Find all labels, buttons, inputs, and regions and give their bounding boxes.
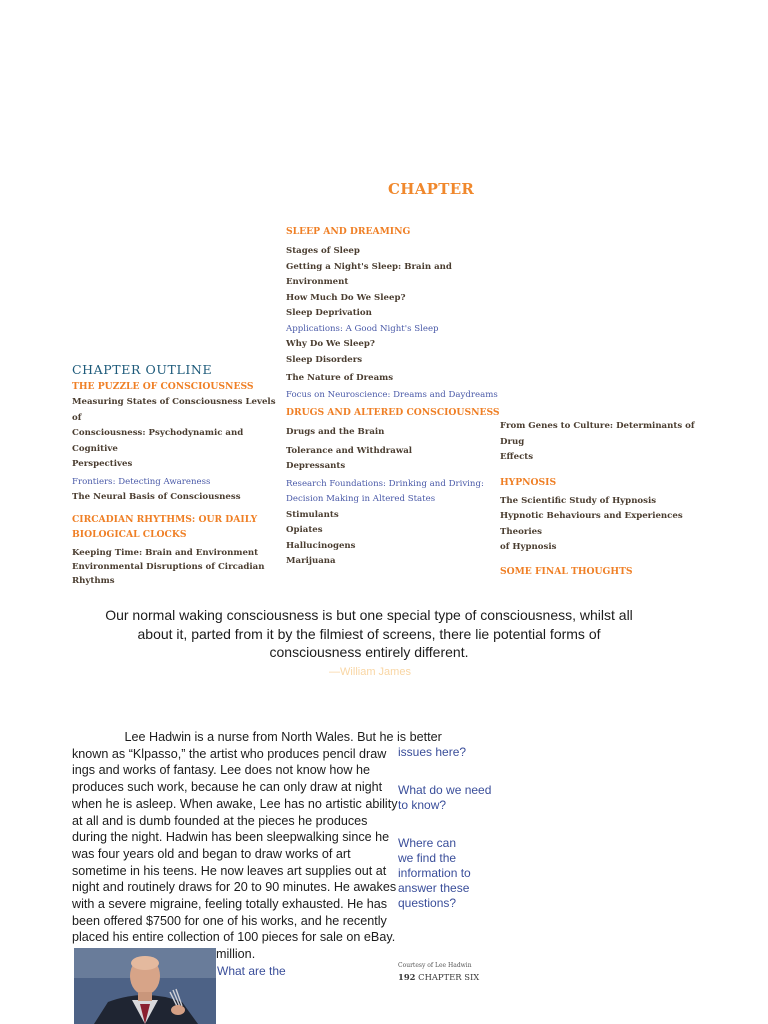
quote-line: consciousness entirely different. (269, 644, 469, 660)
outline-item: Tolerance and Withdrawal (286, 445, 413, 456)
outline-item: Stages of Sleep (286, 246, 360, 256)
outline-feature-link[interactable]: Focus on Neuroscience: Dreams and Daydreams (286, 389, 498, 400)
body-line: sometime in his teens. He now leaves art supplies out at (72, 863, 387, 878)
outline-item: Consciousness: Psychodynamic and Cognitive (72, 428, 244, 454)
outline-item: How Much Do We Sleep? (286, 292, 406, 303)
epigraph-quote (86, 606, 652, 662)
chapter-outline-title: CHAPTER OUTLINE (72, 362, 213, 377)
outline-item: The Scientific Study of Hypnosis (500, 495, 657, 506)
outline-feature-link[interactable]: Applications: A Good Night's Sleep (286, 323, 439, 334)
section-puzzle-of-consciousness: THE PUZZLE OF CONSCIOUSNESS (72, 381, 254, 392)
outline-item: The Neural Basis of Consciousness (72, 492, 241, 502)
body-line: million. (216, 947, 256, 962)
side-note-issues: issues here? (398, 745, 467, 759)
outline-item: Why Do We Sleep? (286, 339, 375, 349)
page-number: 192 (398, 972, 416, 982)
outline-item: Rhythms (72, 575, 115, 586)
photo-credit: Courtesy of Lee Hadwin (398, 962, 472, 969)
section-circadian-rhythms (72, 512, 282, 542)
outline-item: Measuring States of Consciousness Levels of (72, 397, 276, 423)
outline-item: From Genes to Culture: Determinants of Drug (500, 421, 695, 447)
body-line: known as “Klpasso,” the artist who produces pencil draw (72, 746, 387, 761)
side-note-line: What do we need (398, 783, 492, 797)
quote-attribution: —William James (329, 666, 411, 678)
body-line: during the night. Hadwin has been sleepwalking since he (72, 830, 390, 845)
outline-feature-link[interactable]: Research Foundations: Drinking and Driving: (286, 478, 484, 489)
side-note-line: questions? (398, 896, 457, 910)
body-line: when he is asleep. When awake, Lee has no artistic ability (72, 796, 398, 811)
outline-item: Drugs and the Brain (286, 427, 385, 437)
outline-column-center (286, 224, 516, 570)
portrait-photo (74, 948, 216, 1024)
outline-item: Effects (500, 452, 534, 462)
section-drugs-altered-consciousness: DRUGS AND ALTERED CONSCIOUSNESS (286, 407, 500, 418)
outline-feature-link[interactable]: Frontiers: Detecting Awareness (72, 476, 211, 487)
outline-item: Opiates (286, 525, 323, 535)
outline-column-left (72, 361, 282, 588)
outline-item: Environmental Disruptions of Circadian (72, 561, 265, 572)
side-note-line: Where can (398, 836, 457, 850)
side-note-line: information to (398, 866, 471, 880)
outline-item: Marijuana (286, 556, 336, 566)
body-line: at all and is dumb founded at the pieces he produces (72, 813, 368, 828)
outline-item: Sleep Deprivation (286, 308, 372, 318)
body-line: placed his entire collection of 100 pieces for sale on eBay. (72, 930, 396, 945)
section-title-line: BIOLOGICAL CLOCKS (72, 528, 187, 540)
section-final-thoughts: SOME FINAL THOUGHTS (500, 565, 633, 577)
body-line: night and routinely draws for 20 to 90 minutes. He awakes (72, 880, 397, 895)
outline-item: of Hypnosis (500, 542, 557, 552)
outline-item: Hypnotic Behaviours and Experiences Theories (500, 511, 683, 537)
side-note-where (398, 836, 471, 911)
page-footer (398, 972, 479, 982)
outline-item: The Nature of Dreams (286, 373, 394, 383)
outline-item: Hallucinogens (286, 540, 356, 551)
outline-item: Depressants (286, 461, 346, 471)
side-note-line: we find the (398, 851, 457, 865)
quote-line: Our normal waking consciousness is but one special type of consciousness, whilst all (105, 607, 633, 623)
outline-item: Keeping Time: Brain and Environment (72, 547, 259, 558)
outline-item: Getting a Night's Sleep: Brain and Environment (286, 261, 452, 287)
quote-line: about it, parted from it by the filmiest of screens, there lie potential forms of (137, 625, 601, 642)
body-line: with a severe migraine, feeling totally exhausted. He has (72, 897, 388, 912)
body-line: produces such work, because he can only draw at night (72, 780, 383, 795)
portrait-illustration (74, 948, 216, 1024)
footer-chapter-label: CHAPTER SIX (418, 972, 480, 982)
outline-item: Perspectives (72, 459, 133, 469)
outline-item: Sleep Disorders (286, 354, 363, 365)
section-hypnosis: HYPNOSIS (500, 476, 557, 488)
outline-feature-link[interactable]: Decision Making in Altered States (286, 494, 436, 504)
chapter-heading: CHAPTER (388, 180, 475, 198)
side-note-what-are: What are the (217, 964, 286, 978)
body-line: was four years old and began to draw works of art (72, 846, 351, 861)
side-note-what-need (398, 783, 491, 813)
section-title-line: CIRCADIAN RHYTHMS: OUR DAILY (72, 513, 258, 525)
body-line: been offered $7500 for one of his works, and he recently (72, 913, 387, 928)
body-line: Lee Hadwin is a nurse from North Wales. But he is better (72, 730, 442, 744)
side-note-line: answer these (398, 881, 470, 895)
section-sleep-and-dreaming: SLEEP AND DREAMING (286, 226, 411, 237)
outline-column-right (500, 419, 720, 583)
body-line: ings and works of fantasy. Lee does not know how he (72, 763, 371, 778)
side-note-line: to know? (398, 798, 447, 812)
outline-item: Stimulants (286, 509, 339, 520)
